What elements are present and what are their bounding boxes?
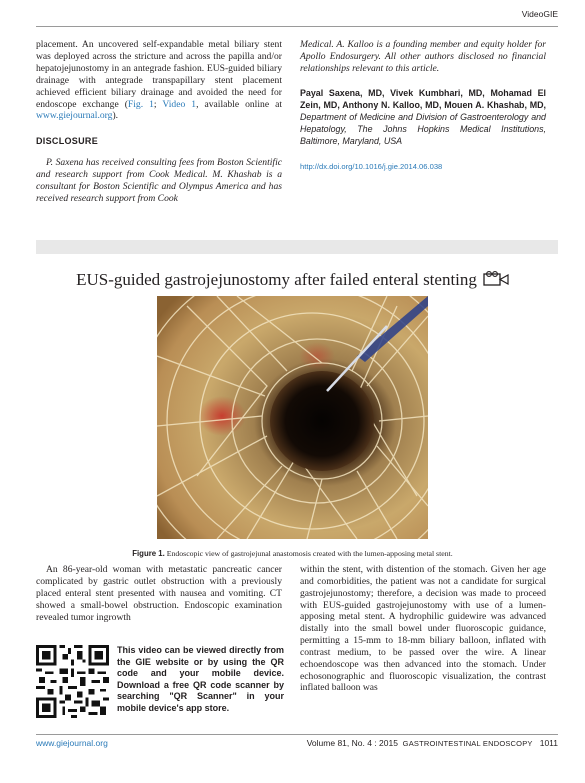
body-paragraph: An 86-year-old woman with metastatic pancreatic cancer complicated by gastric outlet obstruction with a previously placed enteral stent presented with nausea and vomiting. CT showed a small-bowel obstruction. Endoscopic examination revealed tumor ingrowth	[36, 564, 282, 623]
figure-caption: Figure 1. Endoscopic view of gastrojejunal anastomosis created with the lumen-apposing metal stent.	[132, 549, 453, 558]
figure-link[interactable]: Fig. 1	[127, 98, 154, 110]
author-names: Payal Saxena, MD, Vivek Kumbhari, MD, Mohamad El Zein, MD, Anthony N. Kalloo, MD, Mouen A. Khashab, MD,	[300, 87, 546, 110]
section-band	[36, 240, 558, 254]
body-right	[300, 564, 546, 694]
footer-url[interactable]: www.giejournal.org	[36, 738, 108, 748]
endoscopic-image	[157, 296, 428, 539]
left-column	[36, 39, 282, 205]
disclosure-heading: DISCLOSURE	[36, 136, 99, 147]
paragraph: placement. An uncovered self-expandable metal biliary stent was deployed across the stricture and across the papilla and/or hepatojejunostomy in an antegrade fashion. EUS-guided biliary drainage with antegrade transpapillary stent placement achieved efficient biliary drainage and avoided the need for endoscope exchange (Fig. 1; Video 1, available online at www.giejournal.org).	[36, 39, 282, 122]
footer-rule	[36, 734, 558, 735]
video-camera-icon[interactable]	[483, 271, 509, 292]
qr-code[interactable]	[36, 645, 109, 718]
qr-instructions: This video can be viewed directly from the GIE website or by using the QR code and your mobile device. Download a free QR code scanner by searching "QR Scanner" in your mobile device's app store.	[117, 645, 284, 713]
right-column	[300, 39, 546, 173]
journal-link[interactable]: www.giejournal.org	[36, 110, 113, 122]
disclosure-continued: Medical. A. Kalloo is a founding member and equity holder for Apollo Endosurgery. All other authors disclosed no financial relationships relevant to this article.	[300, 39, 546, 74]
author-affiliation: Department of Medicine and Division of Gastroenterology and Hepatology, The Johns Hopkins Medical Institutions, Baltimore, Maryland, USA	[300, 111, 546, 147]
footer-citation	[307, 738, 558, 748]
figure-label: Figure 1.	[132, 549, 165, 558]
volume-info: Volume 81, No. 4 : 2015	[306, 738, 398, 748]
video-link[interactable]: Video 1	[162, 98, 197, 110]
running-header: VideoGIE	[521, 9, 558, 19]
header-rule	[36, 26, 558, 27]
page-number: 1011	[539, 738, 558, 748]
article-title: EUS-guided gastrojejunostomy after failed enteral stenting	[0, 270, 585, 292]
body-paragraph-cont: within the stent, with distention of the stomach. Given her age and comorbidities, the patient was not a candidate for surgical gastrojejunostomy; therefore, a decision was made to proceed with EUS-guided gastrojejunostomy with use of a lumen-apposing metal stent. A hydrophilic guidewire was advanced distally into the small bowel under fluoroscopic guidance, permitting a 15-mm to 18-mm biliary balloon, inflated with contrast medium, to be passed over the wire. A linear echoendoscope was then advanced into the stomach. Under echosonographic and fluoroscopic visualization, the contrast inflated balloon was	[300, 564, 546, 694]
body-left	[36, 564, 282, 624]
doi-link[interactable]: http://dx.doi.org/10.1016/j.gie.2014.06.038	[300, 162, 443, 172]
author-block	[300, 87, 546, 147]
journal-name: GASTROINTESTINAL ENDOSCOPY	[402, 739, 533, 748]
disclosure-text: P. Saxena has received consulting fees from Boston Scientific and research support from Cook Medical. M. Khashab is a consultant for Boston Scientific and Olympus America and has received research support from Cook	[36, 157, 282, 204]
